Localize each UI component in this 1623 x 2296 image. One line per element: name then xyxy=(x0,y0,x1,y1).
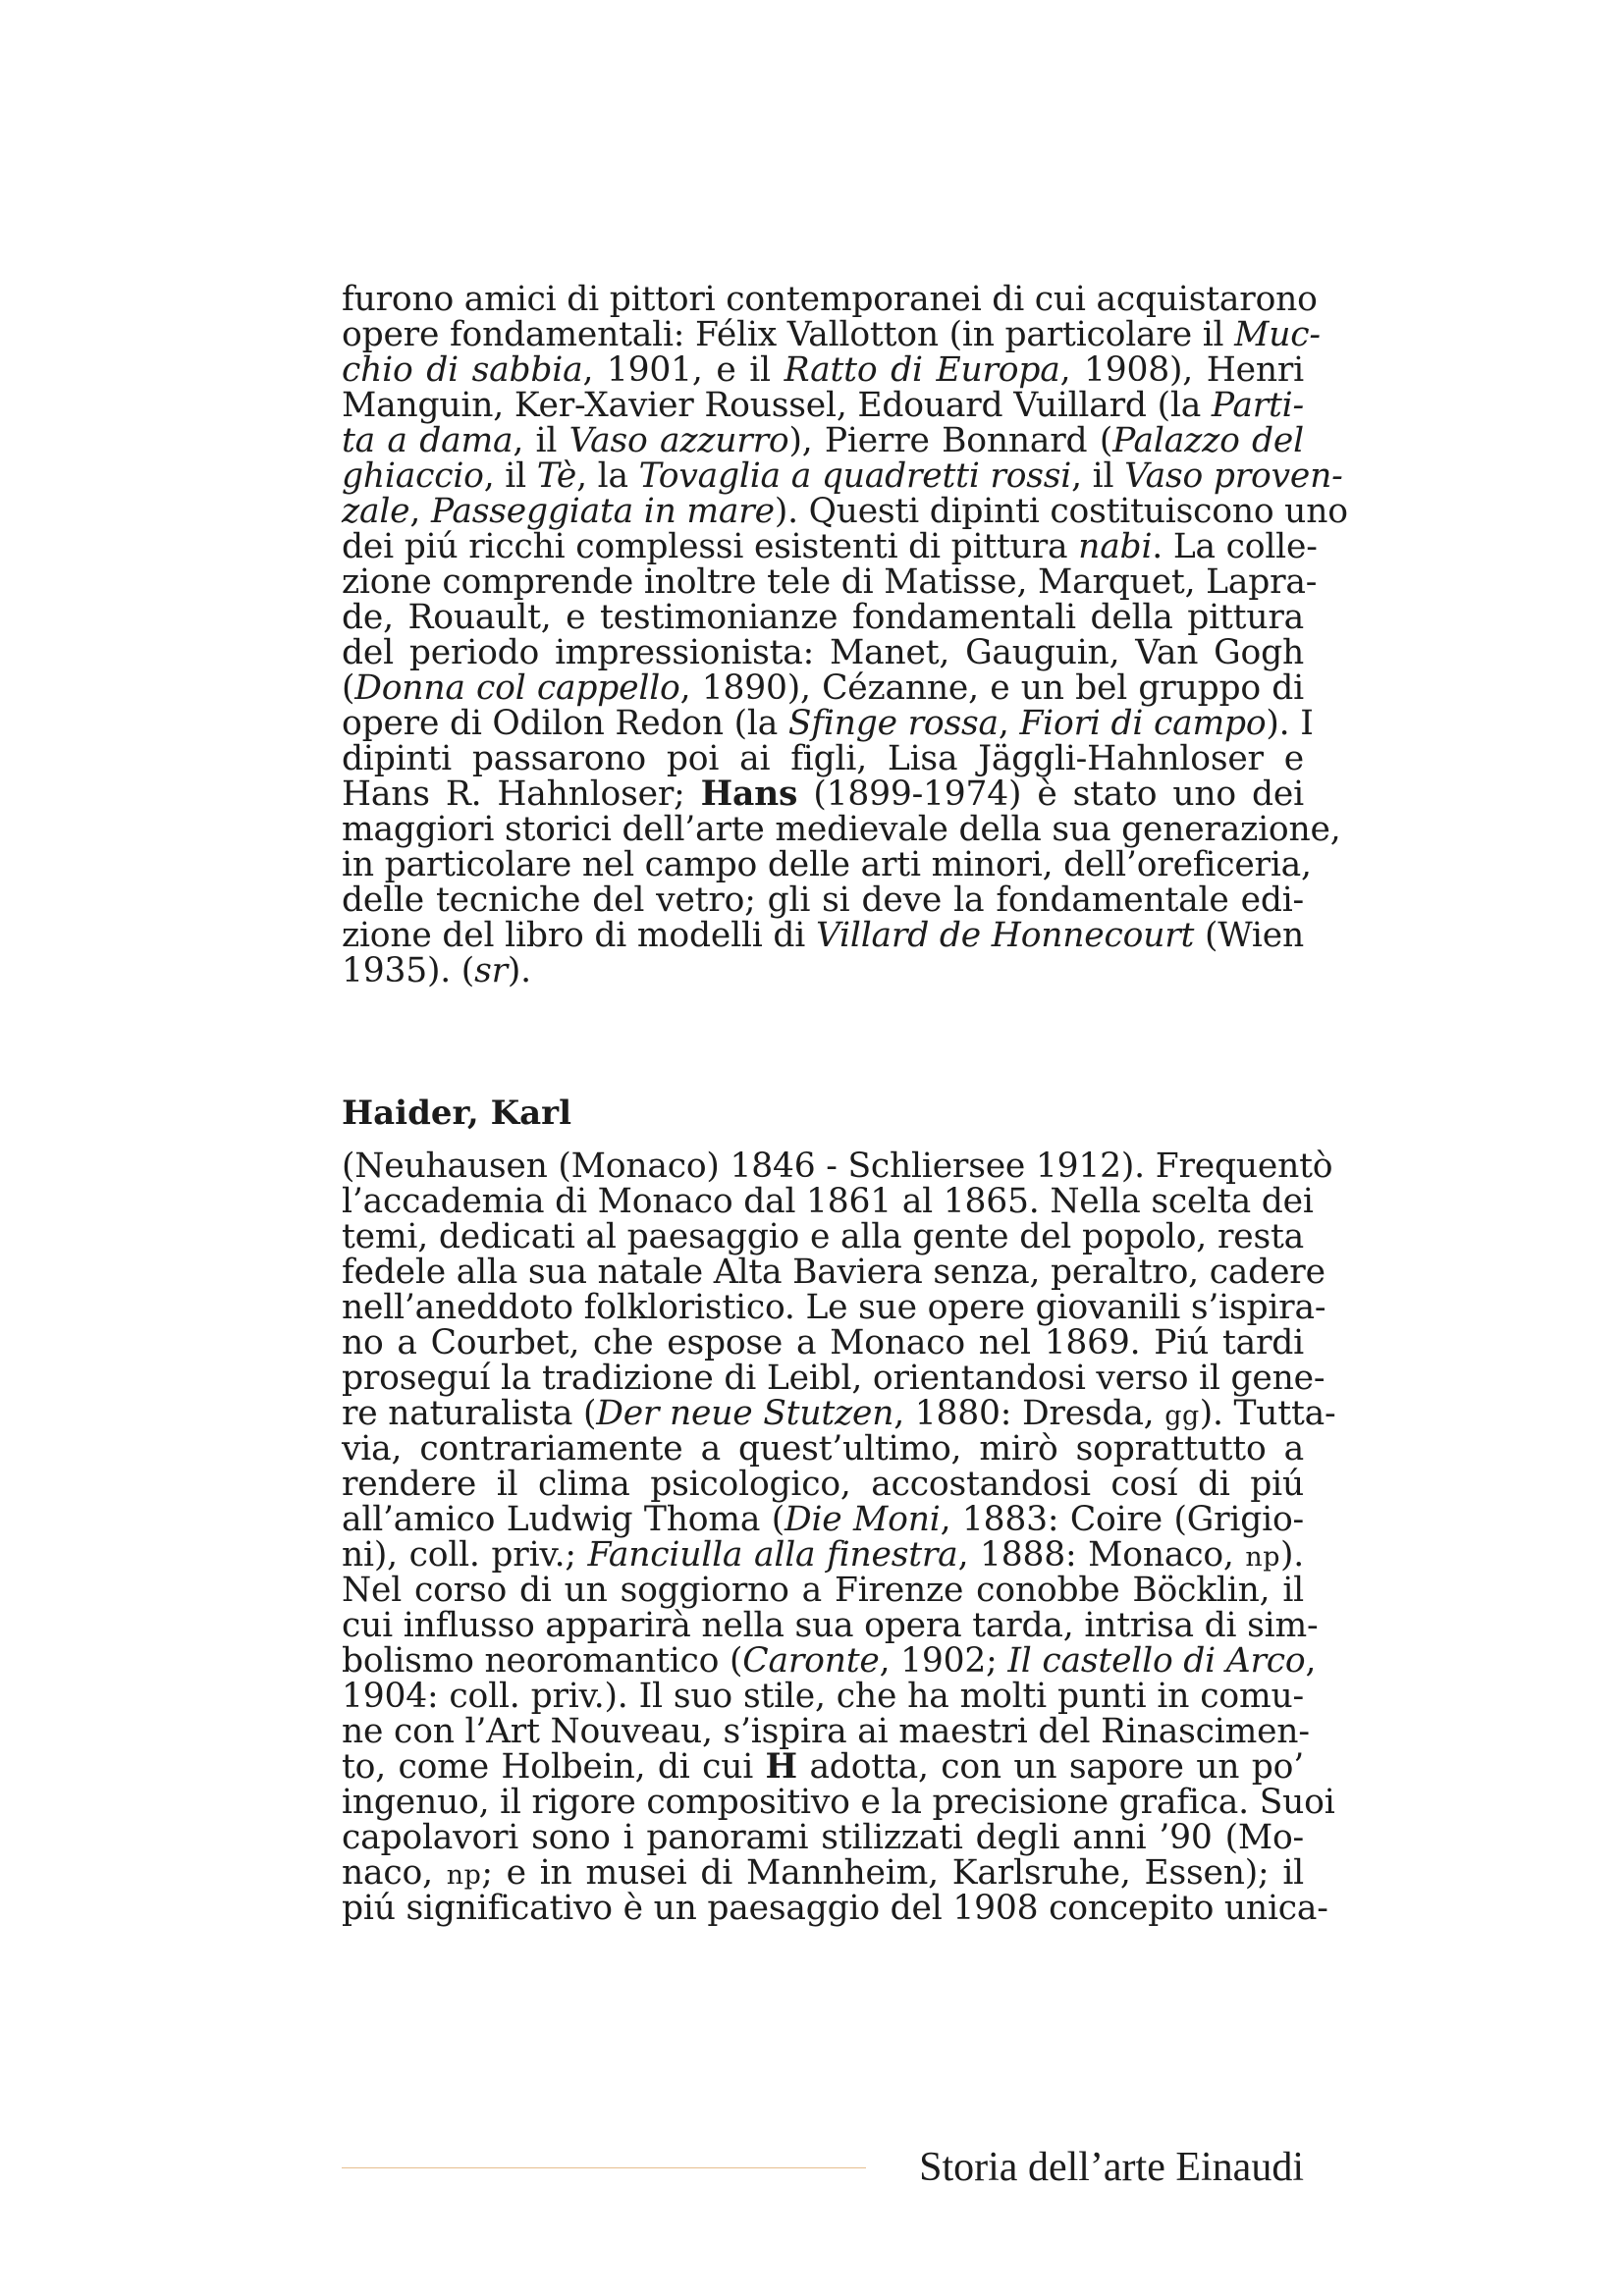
text-line: fedele alla sua natale Alta Baviera senza, peraltro, cadere xyxy=(342,1253,1325,1292)
text-line: delle tecniche del vetro; gli si deve la fondamentale edi- xyxy=(342,881,1304,920)
text-line: Manguin, Ker-Xavier Roussel, Edouard Vuillard (la Parti- xyxy=(342,386,1304,425)
footer-rule xyxy=(342,2167,866,2168)
text-line: chio di sabbia, 1901, e il Ratto di Europa, 1908), Henri xyxy=(342,350,1304,390)
text-line: naco, np; e in musei di Mannheim, Karlsruhe, Essen); il xyxy=(342,1853,1304,1893)
text-line: via, contrariamente a quest’ultimo, mirò soprattutto a xyxy=(342,1429,1304,1468)
text-line: to, come Holbein, di cui H adotta, con un sapore un po’ xyxy=(342,1747,1304,1787)
text-line: temi, dedicati al paesaggio e alla gente del popolo, resta xyxy=(342,1217,1304,1256)
text-line: de, Rouault, e testimonianze fondamentali della pittura xyxy=(342,598,1304,637)
text-line: 1935). (sr). xyxy=(342,951,531,990)
text-line: rendere il clima psicologico, accostandosi cosí di piú xyxy=(342,1465,1304,1504)
text-line: l’accademia di Monaco dal 1861 al 1865. Nella scelta dei xyxy=(342,1182,1314,1221)
text-line: dipinti passarono poi ai figli, Lisa Jäggli-Hahnloser e xyxy=(342,739,1304,778)
text-line: Nel corso di un soggiorno a Firenze conobbe Böcklin, il xyxy=(342,1571,1304,1610)
footer-publisher: Storia dell’arte Einaudi xyxy=(919,2145,1304,2190)
text-line: Hans R. Hahnloser; Hans (1899-1974) è stato uno dei xyxy=(342,774,1304,814)
text-line: opere di Odilon Redon (la Sfinge rossa, Fiori di campo). I xyxy=(342,704,1314,743)
text-line: opere fondamentali: Félix Vallotton (in particolare il Muc- xyxy=(342,315,1321,354)
text-line: maggiori storici dell’arte medievale della sua generazione, xyxy=(342,810,1341,849)
text-line: zale, Passeggiata in mare). Questi dipinti costituiscono uno xyxy=(342,492,1348,531)
entry-heading-haider-karl: Haider, Karl xyxy=(342,1094,571,1133)
text-line: piú significativo è un paesaggio del 1908 concepito unica- xyxy=(342,1889,1328,1928)
text-line: zione del libro di modelli di Villard de Honnecourt (Wien xyxy=(342,916,1304,955)
text-line: (Donna col cappello, 1890), Cézanne, e un bel gruppo di xyxy=(342,668,1304,708)
text-line: (Neuhausen (Monaco) 1846 - Schliersee 1912). Frequentò xyxy=(342,1147,1333,1186)
text-line: in particolare nel campo delle arti minori, dell’oreficeria, xyxy=(342,845,1312,884)
text-line: ni), coll. priv.; Fanciulla alla finestra, 1888: Monaco, np). xyxy=(342,1535,1304,1575)
text-line: all’amico Ludwig Thoma (Die Moni, 1883: Coire (Grigio- xyxy=(342,1500,1304,1539)
text-line: furono amici di pittori contemporanei di cui acquistarono xyxy=(342,280,1318,319)
text-line: proseguí la tradizione di Leibl, orientandosi verso il gene- xyxy=(342,1359,1325,1398)
text-line: re naturalista (Der neue Stutzen, 1880: Dresda, gg). Tutta- xyxy=(342,1394,1336,1433)
text-line: dei piú ricchi complessi esistenti di pittura nabi. La colle- xyxy=(342,527,1318,566)
text-line: ghiaccio, il Tè, la Tovaglia a quadretti rossi, il Vaso proven- xyxy=(342,456,1343,496)
text-line: 1904: coll. priv.). Il suo stile, che ha molti punti in comu- xyxy=(342,1677,1304,1716)
text-line: nell’aneddoto folkloristico. Le sue opere giovanili s’ispira- xyxy=(342,1288,1326,1327)
text-line: cui influsso apparirà nella sua opera tarda, intrisa di sim- xyxy=(342,1606,1319,1645)
text-line: ingenuo, il rigore compositivo e la precisione grafica. Suoi xyxy=(342,1783,1335,1822)
text-line: zione comprende inoltre tele di Matisse, Marquet, Lapra- xyxy=(342,562,1318,602)
text-line: capolavori sono i panorami stilizzati degli anni ’90 (Mo- xyxy=(342,1818,1304,1857)
text-line: ne con l’Art Nouveau, s’ispira ai maestri del Rinascimen- xyxy=(342,1712,1310,1751)
text-line: no a Courbet, che espose a Monaco nel 1869. Piú tardi xyxy=(342,1323,1304,1362)
text-line: bolismo neoromantico (Caronte, 1902; Il castello di Arco, xyxy=(342,1641,1317,1681)
text-line: del periodo impressionista: Manet, Gauguin, Van Gogh xyxy=(342,633,1304,672)
text-line: ta a dama, il Vaso azzurro), Pierre Bonnard (Palazzo del xyxy=(342,421,1304,460)
